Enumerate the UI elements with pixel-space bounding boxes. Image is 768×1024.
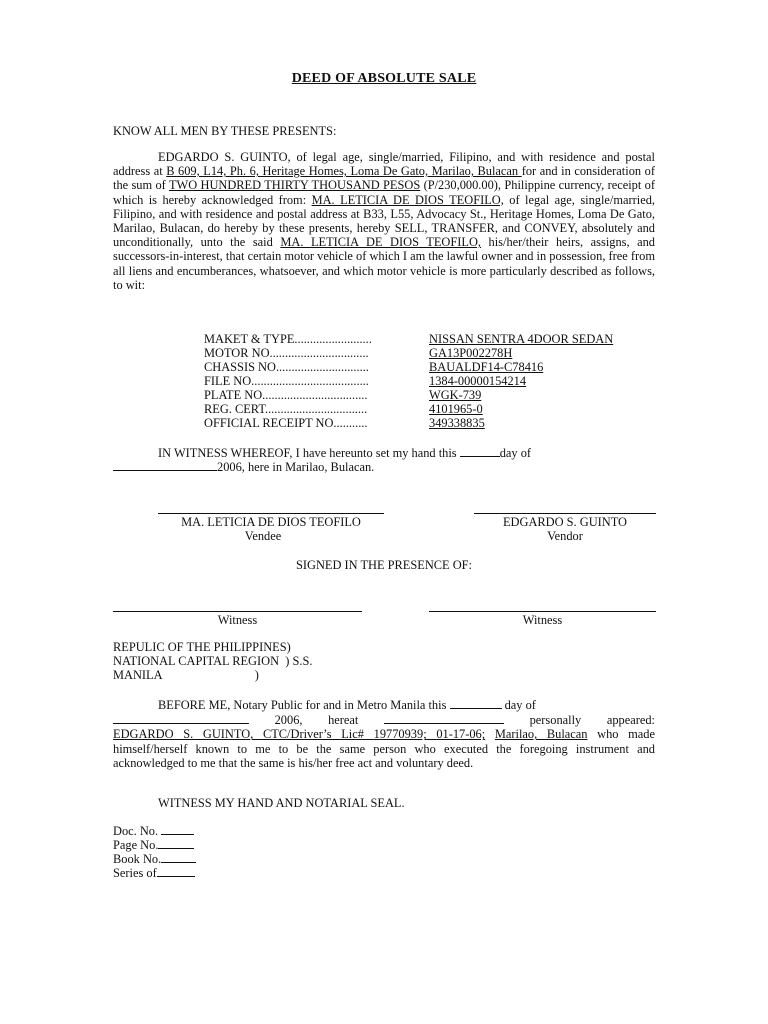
vendor-address: B 609, L14, Ph. 6, Heritage Homes, Loma De Gato, Marilao, Bulacan	[166, 164, 522, 179]
witness-whereof: IN WITNESS WHEREOF, I have hereunto set my hand this day of	[158, 446, 532, 460]
notary-place-blank	[384, 712, 504, 724]
witness-line-1	[113, 611, 362, 612]
sale-amount: TWO HUNDRED THIRTY THOUSAND PESOS	[168, 178, 421, 193]
vendee-role: Vendee	[244, 529, 282, 543]
notary-appearing-name: EDGARDO S. GUINTO	[113, 727, 251, 742]
vendor-signature-line	[474, 513, 656, 514]
license-date: 01-17-06;	[436, 727, 486, 742]
license-number: 19770939;	[373, 727, 427, 742]
venue-block: REPULIC OF THE PHILIPPINES) NATIONAL CAPITAL REGION ) S.S. MANILA )	[113, 640, 313, 683]
day-blank	[460, 445, 500, 457]
notary-day-blank	[450, 697, 502, 709]
witness-line-2	[429, 611, 656, 612]
intro-line: KNOW ALL MEN BY THESE PRESENTS:	[113, 124, 337, 138]
notary-docs: Doc. No. Page No. Book No. Series of	[113, 823, 196, 879]
buyer-name: MA. LETICIA DE DIOS TEOFILO,	[311, 192, 504, 207]
vendee-name: MA. LETICIA DE DIOS TEOFILO	[181, 515, 361, 529]
sale-paragraph: EDGARDO S. GUINTO, of legal age, single/married, Filipino, and with residence and postal address at B 609, L14, Ph. 6, Heritage Homes, Loma De Gato, Marilao, Bulacan for and in consideration of the sum of TWO HUNDRED THIRTY THOUSAND PESOS (P/230,000.00), Philippine currency, receipt of which is hereby acknowledged from: MA. LETICIA DE DIOS TEOFILO, of legal age, single/married, Filipino, and with residence and postal address at B33, L55, Advocacy St., Heritage Homes, Loma De Gato, Marilao, Bulacan, do hereby by these presents, hereby SELL, TRANSFER, and CONVEY, absolutely and unconditionally, unto the said MA. LETICIA DE DIOS TEOFILO, his/her/their heirs, assigns, and successors-in-interest, that certain motor vehicle of which I am the lawful owner and in possession, free from all liens and encumberances, whatsoever, and which motor vehicle is more particularly described as follows, to wit:	[113, 150, 655, 292]
witness-label-2: Witness	[522, 613, 563, 627]
presence-heading: SIGNED IN THE PRESENCE OF:	[295, 558, 472, 572]
license-place: Marilao, Bulacan	[494, 727, 588, 742]
notary-month-blank	[113, 712, 249, 724]
notarial-seal-line: WITNESS MY HAND AND NOTARIAL SEAL.	[158, 796, 405, 810]
witness-whereof-cont: 2006, here in Marilao, Bulacan.	[113, 459, 655, 474]
vendor-name: EDGARDO S. GUINTO	[502, 515, 628, 529]
document-title: DEED OF ABSOLUTE SALE	[291, 71, 477, 86]
document-page: DEED OF ABSOLUTE SALE KNOW ALL MEN BY THESE PRESENTS: EDGARDO S. GUINTO, of legal age, single/married, Filipino, and with residence and postal address at B 609, L14, Ph. 6, Heritage Homes, Loma De Gato, Marilao, Bulacan for and in consideration of the sum of TWO HUNDRED THIRTY THOUSAND PESOS (P/230,000.00), Philippine currency, receipt of which is hereby acknowledged from: MA. LETICIA DE DIOS TEOFILO, of legal age, single/married, Filipino, and with residence and postal address at B33, L55, Advocacy St., Heritage Homes, Loma De Gato, Marilao, Bulacan, do hereby by these presents, hereby SELL, TRANSFER, and CONVEY, absolutely and unconditionally, unto the said MA. LETICIA DE DIOS TEOFILO, his/her/their heirs, assigns, and successors-in-interest, that certain motor vehicle of which I am the lawful owner and in possession, free from all liens and encumberances, whatsoever, and which motor vehicle is more particularly described as follows, to wit: MAKET & TYPE......................... NISSAN SENTRA 4DOOR SEDAN MOTOR NO................................ GA13P002278H CHASSIS NO.............................. BAUALDF14-C78416 FILE NO...................................... 1384-00000154214 PLATE NO.................................. WGK-739 REG. CERT................................. 4101965-0 OFFICIAL RECEIPT NO........... 349338835 IN WITNESS WHEREOF, I have hereunto set my hand this day of 2006, here in Marilao, Bulacan. MA. LETICIA DE DIOS TEOFILO Vendee EDGARDO S. GUINTO Vendor SIGNED IN THE PRESENCE OF: Witness Witness REPULIC OF THE PHILIPPINES) NATIONAL CAPITAL REGION ) S.S. MANILA ) BEFORE ME, Notary Public for and in Metro Manila this day of 2006, hereat personally appeared: EDGARDO S. GUINTO, CTC/Driver’s Lic# 19770939; 01-17-06; Marilao, Bulacan who made himself/herself known to me to be the same person who executed the foregoing instrument and acknowledged to me that the same is his/her free act and voluntary deed. WITNESS MY HAND AND NOTARIAL SEAL. Doc. No. Page No. Book No. Series of	[0, 0, 768, 1024]
notary-paragraph: BEFORE ME, Notary Public for and in Metro Manila this day of 2006, hereat personally appeared: EDGARDO S. GUINTO, CTC/Driver’s Lic# 19770939; 01-17-06; Marilao, Bulacan who made himself/herself known to me to be the same person who executed the foregoing instrument and acknowledged to me that the same is his/her free act and voluntary deed.	[113, 698, 656, 770]
buyer-name-2: MA. LETICIA DE DIOS TEOFILO,	[280, 235, 481, 250]
month-blank	[113, 459, 217, 471]
vendor-role: Vendor	[547, 529, 583, 543]
vendee-signature-line	[158, 513, 384, 514]
witness-label-1: Witness	[217, 613, 258, 627]
